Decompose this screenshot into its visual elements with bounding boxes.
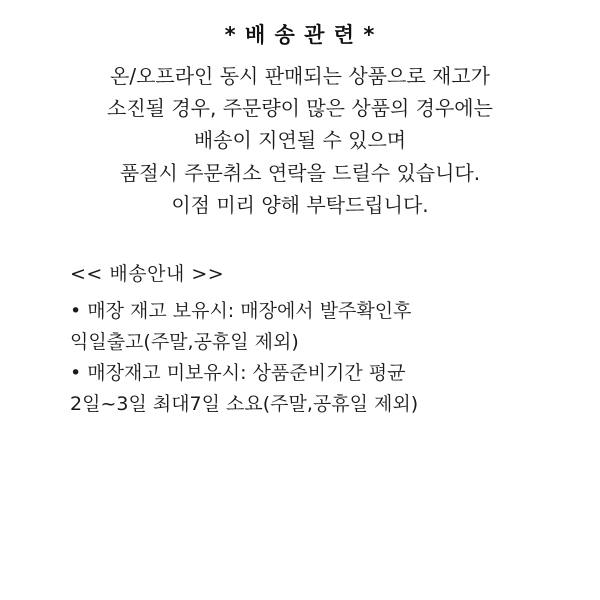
shipping-guide-section (0, 259, 600, 419)
notice-title: * 배 송 관 련 * (224, 23, 376, 47)
notice-line: 품절시 주문취소 연락을 드릴수 있습니다. (119, 160, 481, 185)
guide-item: • 매장재고 미보유시: 상품준비기간 평균 (70, 361, 406, 384)
notice-line: 소진될 경우, 주문량이 많은 상품의 경우에는 (107, 95, 493, 120)
guide-item: • 매장 재고 보유시: 매장에서 발주확인후 (70, 300, 412, 323)
guide-item: 2일~3일 최대7일 소요(주말,공휴일 제외) (70, 392, 419, 415)
guide-item: 익일출고(주말,공휴일 제외) (70, 330, 299, 353)
notice-section (0, 0, 600, 221)
notice-line: 이점 미리 양해 부탁드립니다. (171, 193, 429, 218)
section-spacer (0, 221, 600, 259)
guide-heading: << 배송안내 >> (70, 263, 225, 286)
notice-line: 배송이 지연될 수 있으며 (193, 128, 407, 153)
notice-line: 온/오프라인 동시 판매되는 상품으로 재고가 (110, 63, 490, 88)
notice-body (0, 60, 600, 222)
